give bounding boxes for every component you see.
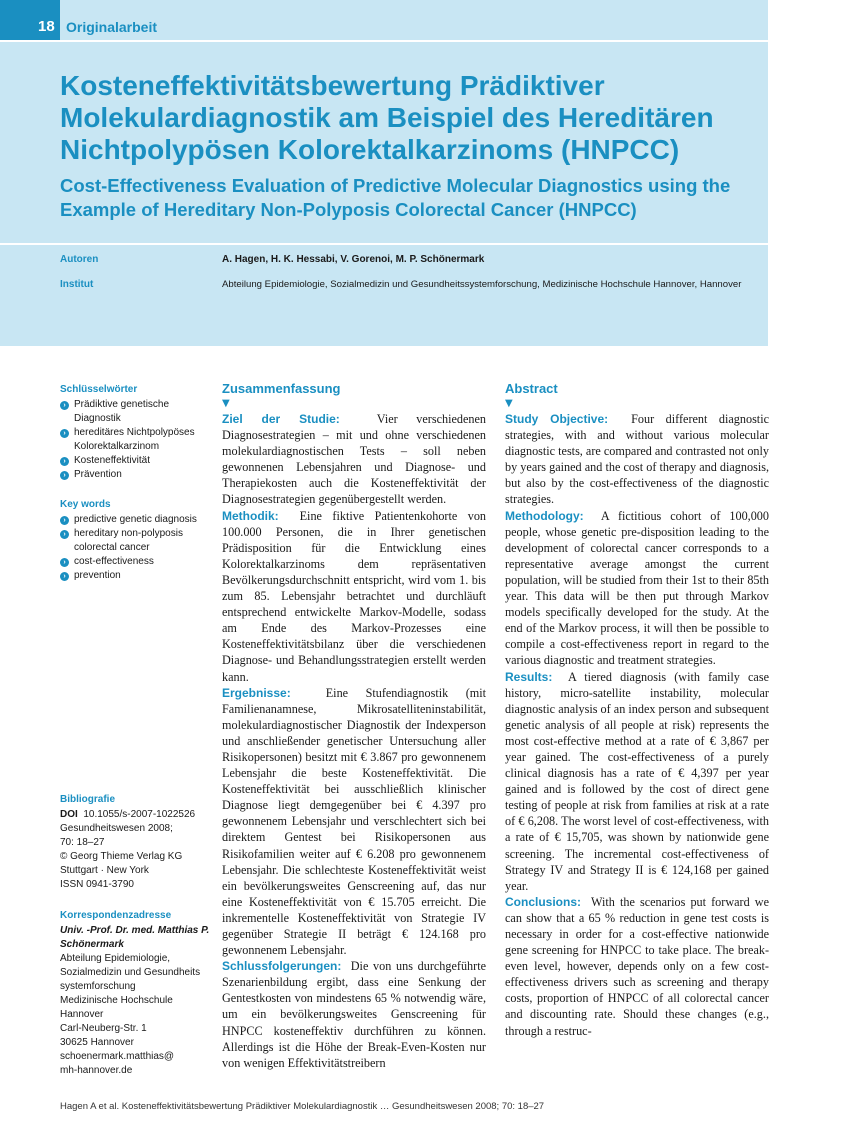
footer-citation: Hagen A et al. Kosteneffektivitätsbewertung Prädiktiver Molekulardiagnostik … Gesundheitswesen 2008; 70: 18–27 <box>60 1101 545 1112</box>
abstract-section: Schlussfolgerungen: Die von uns durchgeführte Szenarienbildung ergibt, dass eine Senkung der Gentestkosten von mindestens 65 % notwendig wäre, um ein bevölkerungsweites Genscreening für HNPCC kosteneffektiv durchführen zu können. Allerdings ist die Höhe der Break-Even-Kosten nur von wenigen Effektivitätstreibern <box>222 959 487 1070</box>
correspondence-line: Abteilung Epidemiologie, Sozialmedizin und Gesundheits systemforschung <box>60 953 201 992</box>
abstract-section: Ziel der Studie: Vier verschiedenen Diagnosestrategien – mit und ohne verschiedenen molekulardiagnostischen Tests – soll neben gewonnenen Lebensjahren und Diagnose- und Therapiekosten auch die Kosteneffektivität der Diagnosestrategien gegenübergestellt werden. <box>222 412 486 507</box>
correspondence-name: Univ. -Prof. Dr. med. Matthias P. Schönermark <box>60 925 210 950</box>
institute-name: Abteilung Epidemiologie, Sozialmedizin und Gesundheitssystemforschung, Medizinische Hochschule Hannover, Hannover <box>222 279 742 290</box>
bibliography-block <box>60 793 210 892</box>
arrow-bullet-icon: › <box>60 401 69 410</box>
keywords-de-heading: Schlüsselwörter <box>60 384 138 395</box>
arrow-bullet-icon: › <box>60 572 69 581</box>
authors-list: A. Hagen, H. K. Hessabi, V. Gorenoi, M. P. Schönermark <box>222 254 485 265</box>
abstract-section: Study Objective: Four different diagnostic strategies, with and without various molecular diagnostic tests, are compared and contrasted not only by years gained and the cost of therapy and diagnosis, but also by the cost-effectiveness of the diagnostic strategies. <box>505 412 769 507</box>
abstract-section: Results: A tiered diagnosis (with family case history, micro-satellite instability, molecular diagnostic analysis of an index person and subsequent genetic analysis of all people at risk) represents the most cost-effective method at a rate of € 3,867 per year gained. The cost-effectiveness of a purely clinical diagnosis has a rate of € 4,397 per year gained and is followed by the cost of direct gene testing of people at risk from families at risk at a rate of € 6,208. The worst level of cost-effectiveness, with a rate of € 15,705, was shown by nationwide gene screening. The incremental cost-effectiveness of Strategy IV and Strategy II is € 124,168 per gained year. <box>505 669 769 893</box>
abstract-section: Conclusions: With the scenarios put forward we can show that a 65 % reduction in gene test costs is necessary in order for a cost-effective nationwide gene screening for HNPCC to take place. The break-even level, however, depends only on a few cost-effectiveness drivers such as screening and therapy costs, proportion of HNPCC of all colorectal cancer and discounting rate. Should these changes (e.g., through a restruc- <box>505 894 770 1038</box>
down-arrow-icon: ▼ <box>222 398 230 409</box>
issn-line: ISSN 0941-3790 <box>60 879 134 890</box>
article-title-english: Cost-Effectiveness Evaluation of Predictive Molecular Diagnostics using the Example of Hereditary Non-Polyposis Colorectal Cancer (HNPCC) <box>60 175 731 220</box>
arrow-bullet-icon: › <box>60 471 69 480</box>
arrow-bullet-icon: › <box>60 558 69 567</box>
copyright-line: © Georg Thieme Verlag KG <box>60 851 183 862</box>
place-line: Stuttgart · New York <box>60 865 149 876</box>
abstract-section: Ergebnisse: Eine Stufendiagnostik (mit Familienanamnese, Mikrosatelliteninstabilität, molekulardiagnostischer Diagnostik der Indexperson und anschließender genetischer Untersuchung aller Risikopersonen) besitzt mit € 3.867 pro gewonnenem Lebensjahr die beste Kosteneffektivität. Die Kosteneffektivität bei ausschließlich klinischer Diagnose liegt demgegenüber bei € 4.397 pro gewonnenem Lebensjahr und verschlechtert sich bei direktem Gentest bei Risikopersonen aus Risikofamilien weiter auf € 6.208 pro gewonnenem Lebensjahr. Die schlechteste Kosteneffektivität weist ein bevölkerungsweites Genscreening auf, das nur eine Kosteneffektivität von € 15.705 erreicht. Die inkrementelle Kosteneffektivität von Strategie IV gegenüber Strategie II beträgt € 124.168 pro gewonnenem Lebensjahr. <box>222 685 487 958</box>
abstract-section: Methodology: A fictitious cohort of 100,000 people, whose genetic pre-disposition leading to the development of colorectal cancer corresponds to a representative average amongst the current population, will be studied from their 1st to their 85th year. This data will be then put through Markov models specifically developed for the study. At the end of the Markov process, it will then be possible to compile a cost-effectiveness report in regard to the various diagnostic and treatment strategies. <box>505 508 769 668</box>
abstract-english-heading: Abstract <box>505 381 558 396</box>
keyword-item: › Prädiktive genetische Diagnostik <box>60 398 210 426</box>
abstract-german-heading: Zusammenfassung <box>222 381 341 396</box>
doi-link[interactable]: 10.1055/s-2007-1022526 <box>83 809 196 820</box>
article-title-german: Kosteneffektivitätsbewertung Prädiktiver Molekulardiagnostik am Beispiel des Hereditären Nichtpolypösen Kolorektalkarzinoms (HNPCC) <box>60 70 714 165</box>
arrow-bullet-icon: › <box>60 457 69 466</box>
volume-line: 70: 18–27 <box>60 837 105 848</box>
abstract-german <box>222 381 486 1071</box>
keywords-en-heading: Key words <box>60 499 111 510</box>
keyword-item: › Kosteneffektivität <box>60 454 210 468</box>
correspondence-heading: Korrespondenzadresse <box>60 910 172 921</box>
arrow-bullet-icon: › <box>60 516 69 525</box>
abstract-section: Methodik: Eine fiktive Patientenkohorte von 100.000 Personen, die in Ihrer genetischen Prädisposition für die Entwicklung eines Kolorektalkarzinoms dem repräsentativen Bevölkerungsdurchschnitt entspricht, wird vom 1. bis zum 85. Lebensjahr betrachtet und durchläuft entsprechend entwickelte Markov-Modelle, sodass am Ende des Markov-Prozesses eine Kosteneffektivitätsbilanz über die verschiedenen Diagnose- und Behandlungsstrategien erstellt werden kann. <box>222 508 487 684</box>
keyword-item: › Prävention <box>60 468 210 482</box>
correspondence-block <box>60 909 210 1078</box>
keyword-item: › prevention <box>60 569 210 583</box>
keywords-en-list <box>60 513 210 583</box>
section-label: Originalarbeit <box>60 0 768 40</box>
authors-label: Autoren <box>60 254 99 265</box>
bibliography-heading: Bibliografie <box>60 794 116 805</box>
keywords-block <box>60 383 210 583</box>
abstract-english <box>505 381 769 1039</box>
keyword-item: › hereditäres Nichtpolypöses Kolorektalkarzinom <box>60 426 210 454</box>
correspondence-line: 30625 Hannover <box>60 1037 134 1048</box>
journal-line: Gesundheitswesen 2008; <box>60 823 173 834</box>
arrow-bullet-icon: › <box>60 530 69 539</box>
page-number: 18 <box>0 0 60 40</box>
correspondence-line: Carl-Neuberg-Str. 1 <box>60 1023 147 1034</box>
keywords-de-list <box>60 398 210 482</box>
keyword-item: › cost-effectiveness <box>60 555 210 569</box>
keyword-item: › hereditary non-polyposis colorectal cancer <box>60 527 210 555</box>
correspondence-line: Medizinische Hochschule Hannover <box>60 995 173 1020</box>
correspondence-email[interactable]: mh-hannover.de <box>60 1065 133 1076</box>
doi-line: DOI 10.1055/s-2007-1022526 <box>60 809 196 820</box>
keyword-item: › predictive genetic diagnosis <box>60 513 210 527</box>
arrow-bullet-icon: › <box>60 429 69 438</box>
correspondence-email[interactable]: schoenermark.matthias@ <box>60 1051 175 1062</box>
institute-label: Institut <box>60 279 94 290</box>
down-arrow-icon: ▼ <box>505 398 513 409</box>
